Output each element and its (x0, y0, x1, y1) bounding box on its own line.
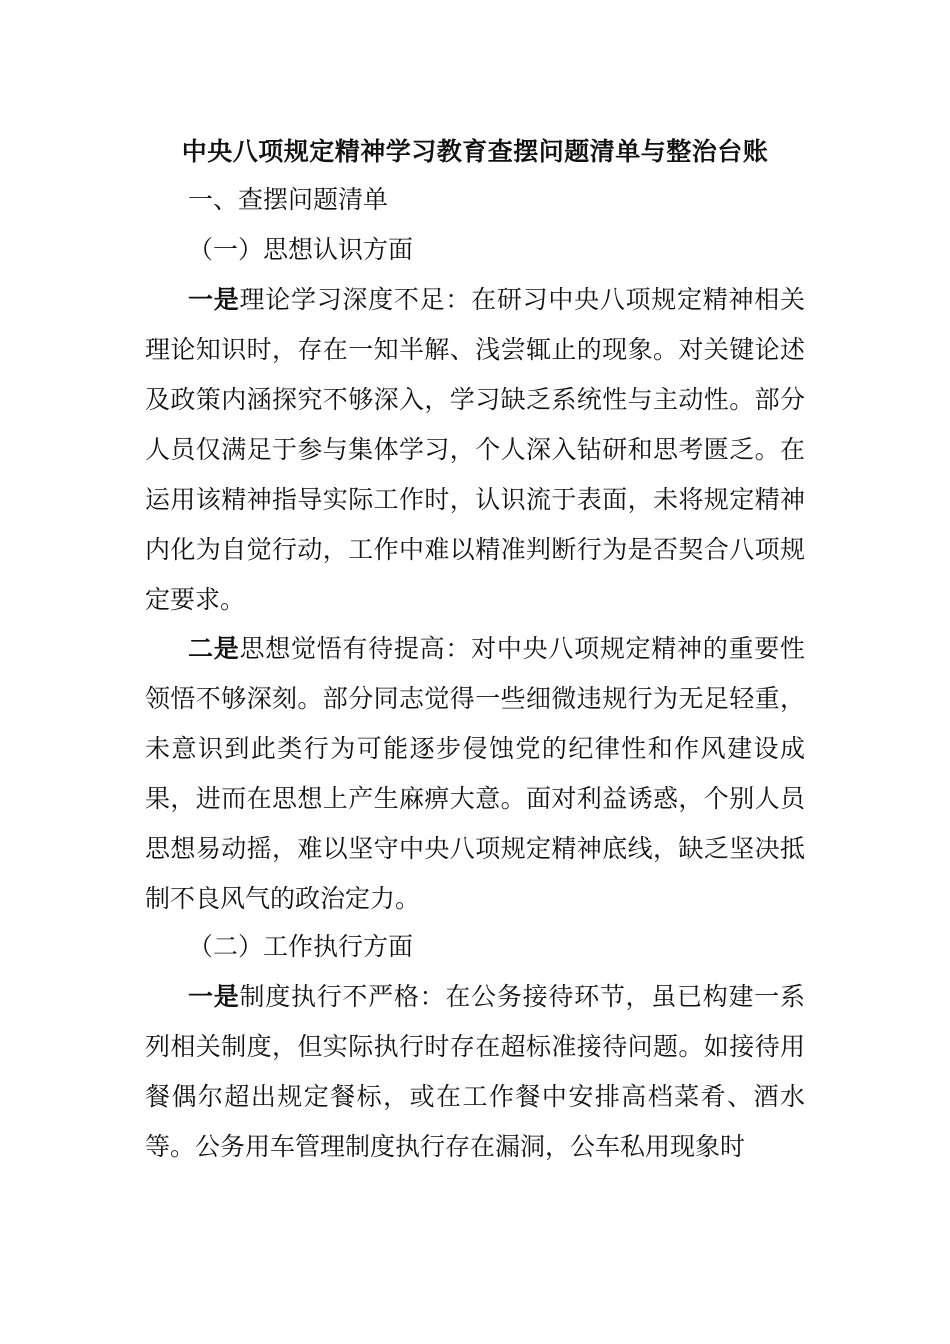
paragraph-text: 思想觉悟有待提高：对中央八项规定精神的重要性领悟不够深刻。部分同志觉得一些细微违规行为无足轻重，未意识到此类行为可能逐步侵蚀党的纪律性和作风建设成果，进而在思想上产生麻痹大意。面对利益诱惑，个别人员思想易动摇，难以坚守中央八项规定精神底线，缺乏坚决抵制不良风气的政治定力。 (145, 634, 805, 913)
subsection-heading-work-execution: （二）工作执行方面 (188, 932, 414, 961)
section-heading-problem-list: 一、查摆问题清单 (188, 185, 389, 214)
paragraph-theory-study (145, 275, 805, 625)
paragraph-lead: 一是 (188, 285, 240, 314)
document-title: 中央八项规定精神学习教育查摆问题清单与整治台账 (181, 137, 769, 166)
paragraph-text: 理论学习深度不足：在研习中央八项规定精神相关理论知识时，存在一知半解、浅尝辄止的现象。对关键论述及政策内涵探究不够深入，学习缺乏系统性与主动性。部分人员仅满足于参与集体学习，个人深入钻研和思考匮乏。在运用该精神指导实际工作时，认识流于表面，未将规定精神内化为自觉行动，工作中难以精准判断行为是否契合八项规定要求。 (145, 285, 805, 614)
paragraph-ideological-awareness (145, 624, 805, 924)
paragraph-system-execution (145, 972, 805, 1172)
paragraph-text: 制度执行不严格：在公务接待环节，虽已构建一系列相关制度，但实际执行时存在超标准接待问题。如接待用餐偶尔超出规定餐标，或在工作餐中安排高档菜肴、酒水等。公务用车管理制度执行存在漏洞，公车私用现象时 (145, 982, 805, 1161)
paragraph-lead: 二是 (188, 634, 240, 663)
paragraph-lead: 一是 (188, 982, 240, 1011)
subsection-heading-ideology: （一）思想认识方面 (188, 235, 414, 264)
